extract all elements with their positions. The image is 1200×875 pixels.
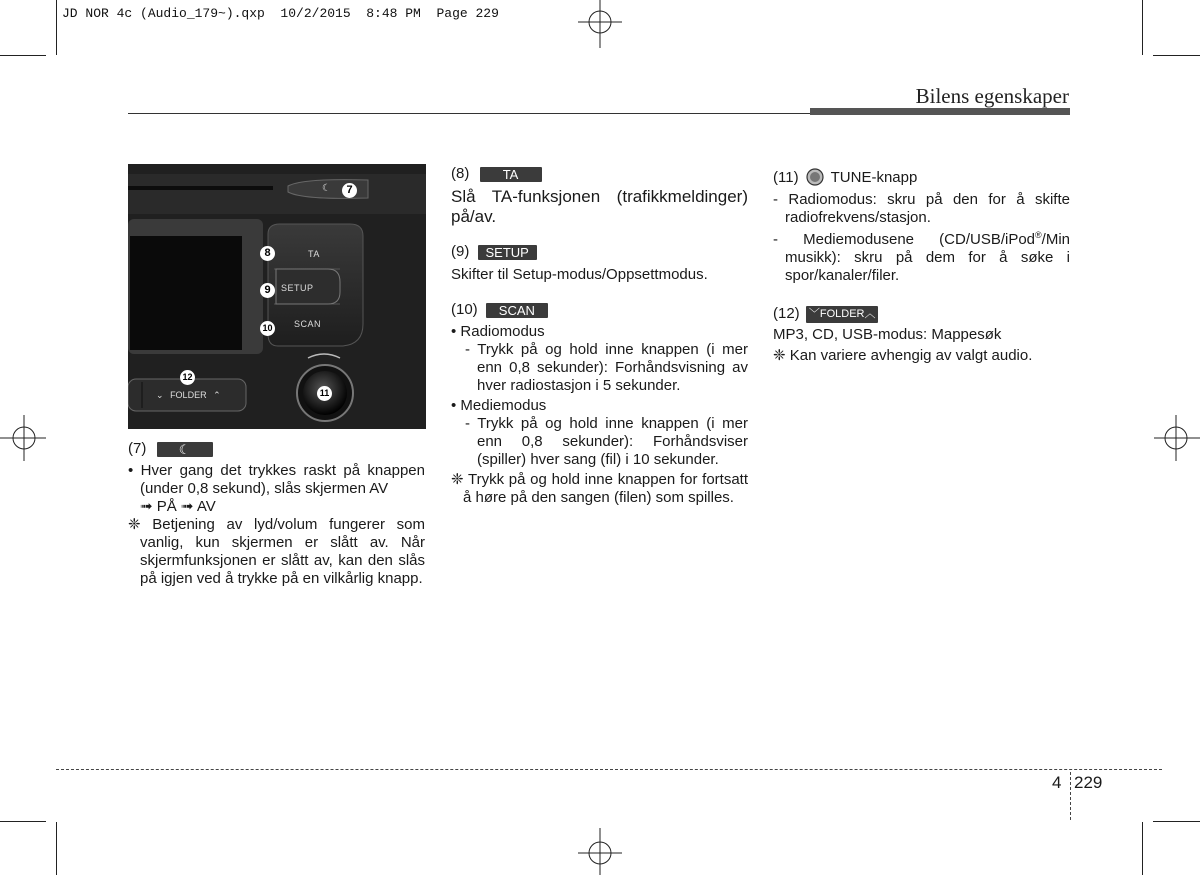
page-number: 229	[1074, 773, 1103, 792]
footer-dotted-rule	[56, 769, 1162, 770]
registration-mark-icon	[1154, 413, 1200, 463]
callout-9: 9	[260, 283, 275, 298]
item-10-number: (10)	[451, 301, 478, 318]
item-7-note: ❈ Betjening av lyd/volum fungerer som vanlig, kun skjermen er slått av. Når skjermfunksjonen er slått av, kan den slås på igjen ved å trykke på en vilkårlig knapp.	[128, 516, 425, 587]
panel-scan-label: SCAN	[294, 319, 322, 329]
item-8-text: Slå TA-funksjonen (trafikkmeldinger) på/av.	[451, 187, 748, 226]
column-2	[451, 165, 748, 507]
column-3	[773, 168, 1070, 365]
item-11-media-text-a: - Mediemodusene (CD/USB/iPod	[773, 231, 1036, 248]
callout-11: 11	[317, 386, 332, 401]
item-7-bullet: • Hver gang det trykkes raskt på knappen (under 0,8 sekund), slås skjermen AV	[128, 462, 425, 497]
moon-icon: ☾	[157, 442, 213, 457]
item-12-text: MP3, CD, USB-modus: Mappesøk	[773, 326, 1002, 343]
item-11-media-text	[773, 231, 1070, 285]
item-11-title: TUNE-knapp	[830, 169, 918, 186]
header-rule-accent	[810, 108, 1070, 115]
callout-10: 10	[260, 321, 275, 336]
registered-mark: ®	[1035, 230, 1042, 240]
item-10-badge: SCAN	[486, 303, 548, 318]
item-7-number: (7)	[128, 440, 147, 457]
section-title: Bilens egenskaper	[915, 84, 1069, 108]
panel-folder-label: FOLDER	[170, 390, 207, 400]
item-11-media-text-b: /Min musikk): skru på dem for å søke i spor/kanaler/filer.	[785, 231, 1070, 284]
item-8-number: (8)	[451, 165, 470, 182]
callout-7: 7	[342, 183, 357, 198]
header-rule	[128, 113, 810, 114]
chapter-number: 4	[1052, 773, 1062, 792]
callout-8: 8	[260, 246, 275, 261]
item-12-badge	[806, 306, 879, 323]
item-11-radio-text: - Radiomodus: skru på den for å skifte radiofrekvens/stasjon.	[773, 191, 1070, 226]
moon-icon: ☾	[322, 183, 331, 194]
item-10-note: ❈ Trykk på og hold inne knappen for fortsatt å høre på den sangen (filen) som spilles.	[451, 471, 748, 506]
registration-mark-icon	[575, 0, 625, 50]
chevron-up-icon: ︿	[864, 307, 876, 320]
chevron-down-icon: ﹀	[808, 307, 820, 320]
item-9-text: Skifter til Setup-modus/Oppsettmodus.	[451, 266, 708, 283]
registration-mark-icon	[0, 413, 46, 463]
chevron-up-icon: ⌃	[213, 390, 221, 400]
chevron-down-icon: ⌄	[156, 390, 164, 400]
radio-mode-heading: • Radiomodus	[451, 323, 545, 340]
panel-setup-label: SETUP	[281, 283, 314, 293]
tune-knob-icon	[806, 168, 824, 186]
panel-folder-button	[156, 390, 221, 401]
media-mode-heading: • Mediemodus	[451, 397, 547, 414]
column-1	[128, 440, 425, 588]
item-11-number: (11)	[773, 169, 799, 186]
panel-ta-label: TA	[308, 249, 320, 259]
audio-panel-illustration	[128, 164, 426, 429]
item-9-number: (9)	[451, 243, 470, 260]
item-12-number: (12)	[773, 305, 800, 322]
item-7-bullet-cont: ➟ PÅ ➟ AV	[140, 498, 216, 515]
item-9-badge: SETUP	[478, 245, 537, 260]
item-12-note: ❈ Kan variere avhengig av valgt audio.	[773, 347, 1033, 364]
media-mode-text: - Trykk på og hold inne knappen (i mer enn 0,8 sekunder): Forhåndsviser (spiller) hver sang (fil) i 10 sekunder.	[465, 415, 748, 468]
radio-mode-text: - Trykk på og hold inne knappen (i mer enn 0,8 sekunder): Forhåndsvisning av hver radiostasjon i 5 sekunder.	[465, 341, 748, 394]
item-12-badge-label: FOLDER	[819, 307, 865, 320]
item-8-badge: TA	[480, 167, 542, 182]
registration-mark-icon	[575, 828, 625, 875]
callout-12: 12	[180, 370, 195, 385]
footer-dotted-divider	[1070, 772, 1071, 820]
print-slug: JD NOR 4c (Audio_179~).qxp 10/2/2015 8:48 PM Page 229	[62, 6, 499, 21]
